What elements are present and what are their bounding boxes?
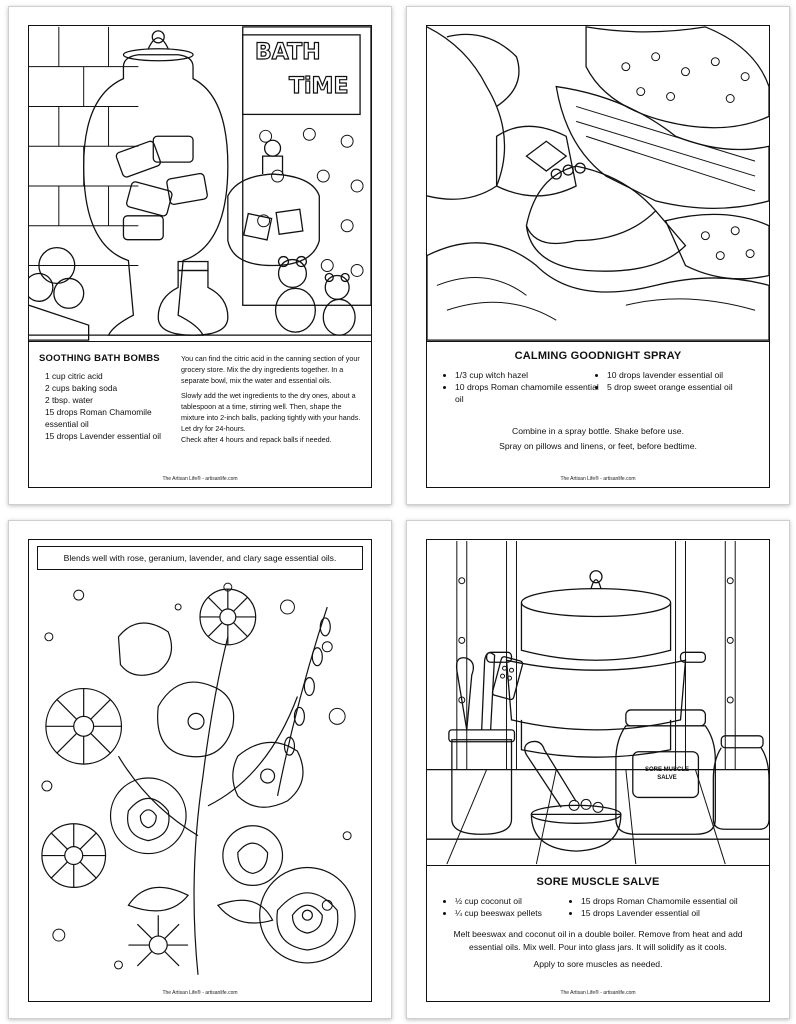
ingredient-list-left: [443, 895, 581, 919]
instruction-paragraph: You can find the citric acid in the canning section of your grocery store. Mix the dry ingredients together. In a separate bowl, mix the water and essential oils.: [181, 354, 360, 385]
page-frame: [426, 539, 770, 1002]
ingredient-list-right: [569, 895, 781, 919]
instruction-line: Combine in a spray bottle. Shake before use.: [512, 426, 684, 436]
ingredient-list: [45, 370, 165, 442]
ingredient-item: 2 cups baking soda: [45, 383, 118, 393]
instruction-line: Spray on pillows and linens, or feet, before bedtime.: [499, 441, 697, 451]
ingredient-list-left: [443, 369, 605, 405]
page-frame: [426, 25, 770, 488]
coloring-page-muscle-salve[interactable]: [406, 520, 790, 1019]
recipe-title: SOOTHING BATH BOMBS: [39, 353, 160, 364]
sign-line-1: BATH: [255, 40, 321, 65]
page-frame: [28, 25, 372, 488]
bath-sign: [247, 36, 359, 112]
ingredient-item: 15 drops Lavender essential oil: [45, 431, 161, 441]
ingredient-item: • 15 drops Lavender essential oil: [581, 907, 781, 919]
instruction-paragraph: Check after 4 hours and repack balls if needed.: [181, 435, 332, 444]
pillows-illustration: [427, 26, 769, 341]
coloring-page-bath-bombs[interactable]: [8, 6, 392, 505]
divider: [29, 341, 371, 342]
page-frame: [28, 539, 372, 1002]
jar-label-line-2: SALVE: [657, 775, 677, 781]
instruction-paragraph: Slowly add the wet ingredients to the dry ones, about a tablespoon at a time, stirring well. Then, shape the mixture into 2-inch balls, packing tightly with your hands. Let dry for 24-hours.: [181, 391, 361, 433]
ingredient-list-right: [595, 369, 779, 393]
ingredient-item: • 15 drops Roman Chamomile essential oil: [581, 895, 781, 907]
ingredient-item: • 10 drops lavender essential oil: [607, 369, 779, 381]
ingredient-item: • ½ cup coconut oil: [455, 895, 581, 907]
sign-line-2: TiME: [289, 74, 349, 99]
banner-box: [37, 546, 363, 570]
divider: [427, 341, 769, 342]
jar-label: [634, 766, 700, 782]
instructions: [437, 928, 759, 971]
ingredient-item: 1 cup citric acid: [45, 371, 103, 381]
credit-line: The Artisan Life® - artisanlife.com: [162, 476, 238, 482]
banner-text: Blends well with rose, geranium, lavender, and clary sage essential oils.: [63, 553, 337, 563]
flowers-illustration: [29, 576, 371, 984]
ingredient-item: • 10 drops Roman chamomile essential oil: [455, 381, 605, 405]
ingredient-item: • 1/3 cup witch hazel: [455, 369, 605, 381]
jar-label-line-1: SORE MUSCLE: [644, 767, 689, 773]
recipe-title: CALMING GOODNIGHT SPRAY: [514, 350, 682, 362]
credit-line: The Artisan Life® - artisanlife.com: [560, 990, 636, 996]
credit-line: The Artisan Life® - artisanlife.com: [162, 990, 238, 996]
coloring-page-flowers[interactable]: [8, 520, 392, 1019]
instruction-line: Melt beeswax and coconut oil in a double boiler. Remove from heat and add essential oils. Mix well. Pour into glass jars. It will solidify as it cools.: [453, 929, 743, 952]
credit-line: The Artisan Life® - artisanlife.com: [560, 476, 636, 482]
salve-illustration: [427, 540, 769, 865]
instruction-line: Apply to sore muscles as needed.: [533, 959, 663, 969]
ingredient-item: 2 tbsp. water: [45, 395, 93, 405]
ingredient-item: • ¼ cup beeswax pellets: [455, 907, 581, 919]
coloring-page-goodnight-spray[interactable]: [406, 6, 790, 505]
ingredient-item: • 5 drop sweet orange essential oil: [607, 381, 779, 393]
ingredient-item: 15 drops Roman Chamomile essential oil: [45, 407, 152, 429]
instructions: [427, 424, 769, 454]
divider: [427, 865, 769, 866]
instructions: [181, 353, 367, 445]
recipe-title: SORE MUSCLE SALVE: [536, 876, 660, 888]
